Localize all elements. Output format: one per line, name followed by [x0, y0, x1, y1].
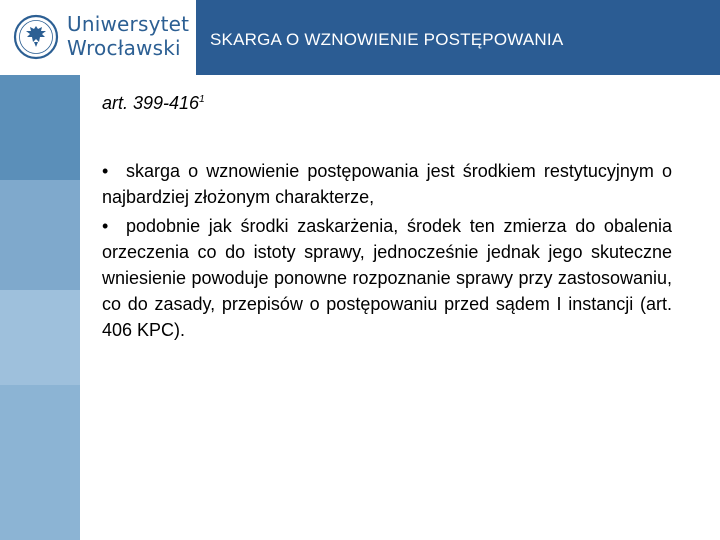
article-reference-text: art. 399-416 — [102, 93, 200, 113]
bullet-text: skarga o wznowienie postępowania jest środkiem restytucyjnym o najbardziej złożonym charakterze, — [102, 161, 672, 207]
left-column-block — [0, 385, 80, 540]
left-column-block — [0, 290, 80, 385]
left-column-block — [0, 180, 80, 290]
article-reference-superscript: 1 — [199, 94, 205, 105]
slide-title: SKARGA O WZNOWIENIE POSTĘPOWANIA — [210, 30, 564, 49]
bullet-marker: • — [102, 161, 109, 181]
left-decorative-column — [0, 75, 80, 540]
bullet-marker: • — [102, 216, 109, 236]
university-eagle-emblem-icon — [13, 14, 59, 60]
university-name-line1: Uniwersytet — [67, 12, 190, 36]
bullet-item — [102, 158, 672, 210]
bullet-text: podobnie jak środki zaskarżenia, środek ten zmierza do obalenia orzeczenia co do istoty sprawy, jednocześnie jednak jego skuteczne wniesienie powoduje ponowne rozpoznanie sprawy przy zastosowaniu, co do zasady, przepisów o postępowaniu przed sądem I instancji (art. 406 KPC). — [102, 216, 672, 340]
university-name-line2: Wrocławski — [67, 36, 181, 60]
title-bar — [196, 0, 720, 75]
left-column-block — [0, 75, 80, 180]
university-logo — [0, 0, 196, 75]
bullet-item — [102, 213, 672, 343]
article-reference — [102, 92, 672, 114]
university-name — [67, 12, 189, 60]
slide-content — [102, 92, 672, 346]
